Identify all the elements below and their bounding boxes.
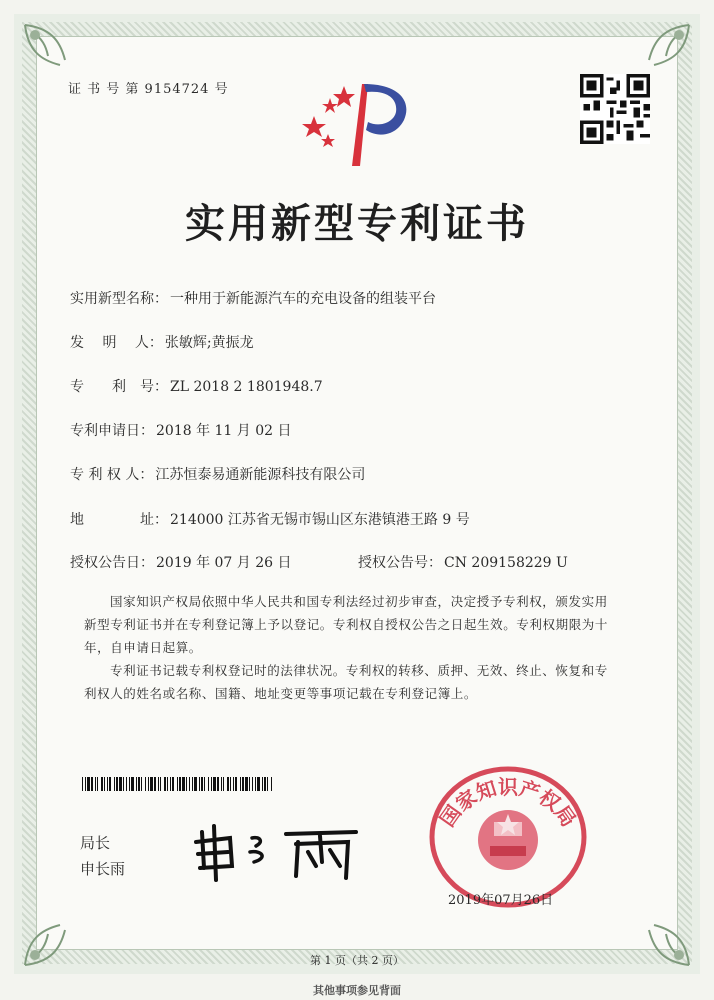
- certificate-title: 实用新型专利证书: [185, 200, 529, 247]
- signatory-title: 局长: [80, 834, 111, 852]
- field-label: 地 址：: [70, 512, 168, 528]
- field-label: 专 利 权 人：: [70, 467, 154, 483]
- legal-paragraph-line: 利权人的姓名或名称、国籍、地址变更等事项记载在专利登记簿上。: [84, 686, 478, 701]
- legal-paragraph-line: 国家知识产权局依照中华人民共和国专利法经过初步审查，决定授予专利权，颁发实用: [110, 594, 608, 609]
- seal-text: 国家知识产权局: [435, 775, 581, 832]
- field-label: 实用新型名称：: [70, 291, 168, 307]
- field-row-patent-number: [70, 376, 323, 396]
- legal-paragraph-line: 新型专利证书并在专利登记簿上予以登记。专利权自授权公告之日起生效。专利权期限为十: [84, 617, 609, 632]
- grant-date-value: 2019 年 07 月 26 日: [156, 555, 292, 571]
- field-row-inventor: [70, 332, 254, 352]
- field-value: 江苏恒泰易通新能源科技有限公司: [155, 467, 366, 483]
- qr-code-icon: [580, 74, 650, 144]
- legal-paragraph-line: 年，自申请日起算。: [84, 640, 202, 655]
- signatory-name: 申长雨: [80, 860, 126, 878]
- footer-note: 其他事项参见背面: [313, 984, 401, 997]
- field-value: 张敏辉;黄振龙: [164, 335, 254, 351]
- certificate-number-value: 9154724: [144, 82, 210, 97]
- certificate-number-label: 证 书 号 第: [68, 82, 140, 97]
- patent-office-logo-icon: [300, 76, 420, 168]
- certificate-number-suffix: 号: [214, 82, 229, 97]
- page-indicator: 第 1 页（共 2 页）: [310, 954, 404, 967]
- field-row-name: [70, 288, 436, 308]
- field-row-application-date: [70, 420, 292, 440]
- field-label: 发 明 人：: [70, 335, 163, 351]
- field-value: 2018 年 11 月 02 日: [156, 423, 292, 439]
- field-value: ZL 2018 2 1801948.7: [170, 379, 323, 395]
- grant-date-label: 授权公告日：: [70, 555, 154, 571]
- seal-date: 2019年07月26日: [448, 893, 554, 908]
- grant-date-row: [70, 552, 292, 572]
- field-value: 214000 江苏省无锡市锡山区东港镇港王路 9 号: [170, 512, 470, 528]
- legal-paragraph-line: 专利证书记载专利权登记时的法律状况。专利权的转移、质押、无效、终止、恢复和专: [110, 663, 608, 678]
- field-row-patentee: [70, 464, 365, 484]
- field-label: 专 利 号：: [70, 379, 168, 395]
- grant-number-label: 授权公告号：: [358, 555, 442, 571]
- field-row-address: [70, 509, 470, 529]
- grant-number-row: [358, 552, 568, 572]
- certificate-number: [68, 78, 229, 97]
- field-value: 一种用于新能源汽车的充电设备的组装平台: [170, 291, 436, 307]
- handwritten-signature: [190, 822, 370, 882]
- grant-number-value: CN 209158229 U: [444, 555, 568, 571]
- field-label: 专利申请日：: [70, 423, 154, 439]
- barcode-icon: [82, 776, 272, 790]
